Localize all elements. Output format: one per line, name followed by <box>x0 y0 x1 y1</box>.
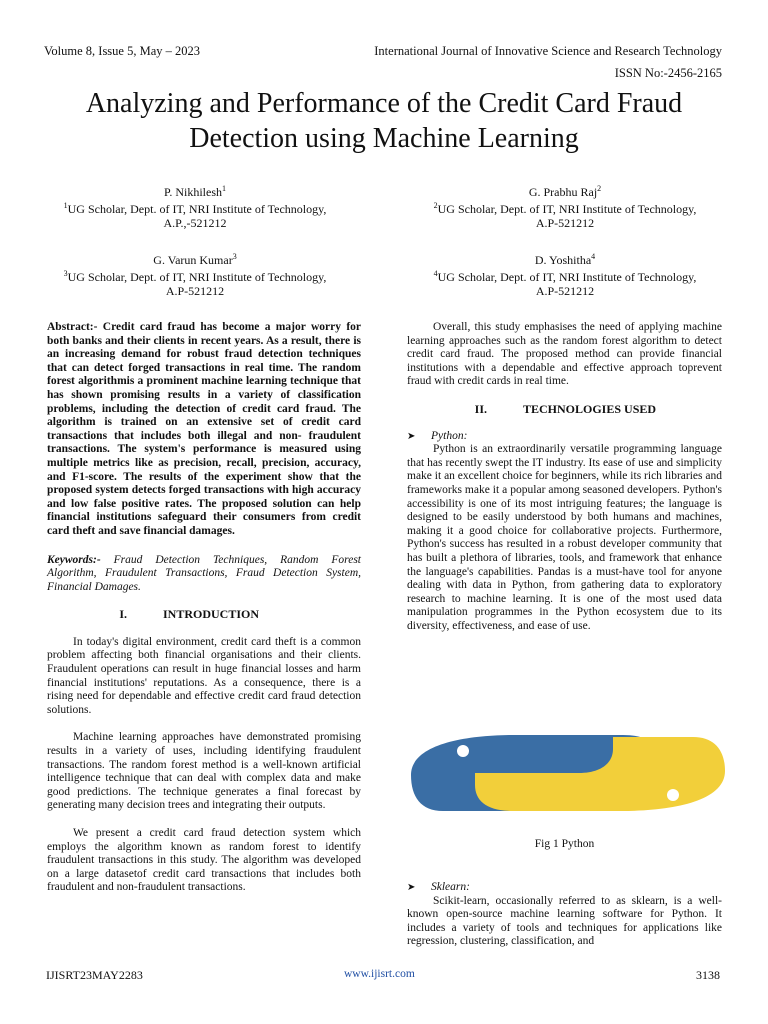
paragraph: Overall, this study emphasises the need of applying machine learning approaches such as the random forest algorithm to detect credit card fraud. The proposed method can provide financial institutions with a dependable and effective approach toprevent fraud with credit cards in real time. <box>407 321 722 388</box>
abstract-label: Abstract:- <box>47 321 98 333</box>
python-label: Python: <box>431 429 468 442</box>
running-header-volume: Volume 8, Issue 5, May – 2023 <box>44 44 201 58</box>
section-heading-introduction <box>47 608 361 622</box>
author-location: A.P-521212 <box>535 284 595 298</box>
abstract <box>47 321 361 539</box>
paragraph: We present a credit card fraud detection system which employs the algorithm known as random forest to identify fraudulent transactions in this study. The algorithm was developed on a large datasetof credit card transactions that includes both fraudulent and non-fraudulent transactions. <box>47 827 361 894</box>
affiliation-sup: 1 <box>63 201 68 210</box>
python-subheading <box>407 430 722 444</box>
sklearn-subheading <box>407 881 722 895</box>
arrow-bullet-icon: ➤ <box>407 430 416 442</box>
python-logo-yellow-eye <box>667 789 679 801</box>
section-heading-technologies <box>407 403 722 417</box>
section-title: TECHNOLOGIES USED <box>523 401 657 416</box>
arrow-bullet-icon: ➤ <box>407 882 416 893</box>
footer-paper-id: IJISRT23MAY2283 <box>46 968 143 982</box>
author-affiliation: UG Scholar, Dept. of IT, NRI Institute of Technology, <box>67 270 327 284</box>
running-header-issn: ISSN No:-2456-2165 <box>614 66 722 80</box>
author-sup: 1 <box>222 184 226 193</box>
paragraph: In today's digital environment, credit card theft is a common problem affecting both financial organisations and their clients. Fraudulent operations can result in huge financial losses and harm financial institutions' reputations. As a consequence, there is a rising need for dependable and effective credit card fraud detection solutions. <box>47 635 361 716</box>
author-sup: 4 <box>591 252 596 261</box>
paragraph: Machine learning approaches have demonstrated promising results in a variety of uses, including identifying fraudulent transactions. The random forest method is a well-known artificial intelligence technique that can deal with complex data and make good predictions. The technique generates a final forecast by generating many decision trees and integrating their outputs. <box>47 731 361 812</box>
author-name: G. Varun Kumar <box>153 253 233 267</box>
left-column <box>47 321 361 895</box>
footer-page-number: 3138 <box>696 968 720 982</box>
python-logo-image <box>403 713 733 833</box>
author-block <box>30 250 360 298</box>
footer-url-link[interactable]: www.ijisrt.com <box>344 968 415 980</box>
paper-title <box>30 86 738 156</box>
author-name: P. Nikhilesh <box>163 185 222 199</box>
right-column-continued <box>407 881 722 949</box>
keywords-label: Keywords:- <box>47 553 101 566</box>
author-sup: 3 <box>232 252 237 261</box>
affiliation-sup: 4 <box>433 269 438 278</box>
author-block <box>400 182 730 230</box>
author-name: D. Yoshitha <box>534 253 592 267</box>
author-name: G. Prabhu Raj <box>528 185 598 199</box>
keywords-text: Fraud Detection Techniques, Random Forest Algorithm, Fraudulent Transactions, Fraud Detection System, Financial Damages. <box>47 553 361 593</box>
paper-title-line-1: Analyzing and Performance of the Credit Card Fraud <box>85 88 683 119</box>
sklearn-label: Sklearn: <box>431 881 470 893</box>
paragraph: Python is an extraordinarily versatile programming language that has recently swept the IT industry. Its ease of use and simplicity make it an excellent choice for beginners, while its rich libraries and frameworks make it a popular among seasoned developers. Python's accessibility is one of its most intriguing features; the language is designed to be easily understood by both humans and machines, making it a good choice for collaborative projects. Furthermore, Python's success has resulted in a robust developer community that has built a plethora of libraries, tools, and framework that enhance the language's capabilities. Pandas is a must-have tool for anyone dealing with data in Python, from gathering data to exploratory research to machine learning. It is one of the most used data manipulation programmes in the Python ecosystem due to its diversity, effectiveness, and ease of use. <box>407 443 722 632</box>
author-affiliation: UG Scholar, Dept. of IT, NRI Institute of Technology, <box>437 202 697 216</box>
affiliation-sup: 3 <box>63 269 68 278</box>
author-affiliation: UG Scholar, Dept. of IT, NRI Institute of Technology, <box>437 270 697 284</box>
paper-title-line-2: Detection using Machine Learning <box>189 123 579 154</box>
python-logo-blue-eye <box>457 745 469 757</box>
author-location: A.P-521212 <box>165 284 225 298</box>
author-affiliation: UG Scholar, Dept. of IT, NRI Institute of Technology, <box>67 202 327 216</box>
author-location: A.P-521212 <box>535 216 595 230</box>
author-block <box>30 182 360 230</box>
section-number: II. <box>474 401 487 416</box>
affiliation-sup: 2 <box>433 201 438 210</box>
paragraph: Scikit-learn, occasionally referred to as sklearn, is a well-known open-source machine learning software for Python. It includes a variety of tools and techniques for applications like regression, clustering, classification, and <box>407 894 722 948</box>
figure-caption: Fig 1 Python <box>534 838 595 850</box>
author-block <box>400 250 730 298</box>
author-location: A.P.,-521212 <box>163 216 227 230</box>
running-header-journal: International Journal of Innovative Science and Research Technology <box>374 44 722 58</box>
abstract-text: Credit card fraud has become a major worry for both banks and their clients in recent years. As a result, there is an increasing demand for robust fraud detection techniques that can detect forged transactions in real time. The random forest algorithmis a prominent machine learning technique that has shown promising results in a variety of classification problems, including the detection of credit card fraud. The algorithm is trained on an extensive set of credit card transactions that includes both illegal and non- fraudulent transactions. The system's performance is measured using multiple metrics like as precision, recall, precision, accuracy, and F1-score. The results of the experiment show that the proposed system detects forged transactions with high accuracy and low false positive rates. The proposed solution can help financial institutions safeguard their consumers from credit card theft and save financial damages. <box>47 321 361 537</box>
author-sup: 2 <box>597 184 602 193</box>
keywords <box>47 554 361 595</box>
right-column <box>407 321 722 633</box>
section-number: I. <box>119 607 127 622</box>
section-title: INTRODUCTION <box>163 607 260 622</box>
